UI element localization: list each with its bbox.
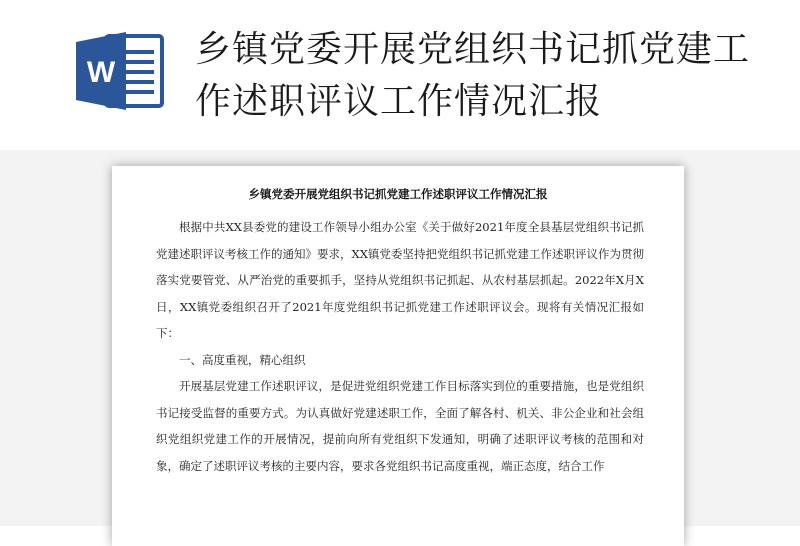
word-document-icon <box>76 30 166 112</box>
section-heading: 一、高度重视，精心组织 <box>179 352 306 367</box>
page-title: 乡镇党委开展党组织书记抓党建工作述职评议工作情况汇报 <box>195 29 751 122</box>
document-title: 乡镇党委开展党组织书记抓党建工作述职评议工作情况汇报 <box>248 187 548 201</box>
svg-text:W: W <box>86 56 116 89</box>
header <box>0 0 800 150</box>
paragraph: 开展基层党建工作述职评议，是促进党组织党建工作目标落实到位的重要措施，也是党组织书记接受监督的重要方式。为认真做好党建述职工作，全面了解各村、机关、非公企业和社会组织党组织党建工作的开展情况，提前向所有党组织下发通知，明确了述职评议考核的范围和对象，确定了述职评议考核的主要内容，要求各党组织书记高度重视，端正态度，结合工作 <box>156 379 644 473</box>
document-page <box>112 166 684 546</box>
paragraph: 根据中共XX县委党的建设工作领导小组办公室《关于做好2021年度全县基层党组织书记抓党建述职评议考核工作的通知》要求，XX镇党委坚持把党组织书记抓党建工作述职评议作为贯彻落实党要管党、从严治党的重要抓手，坚持从党组织书记抓起、从农村基层抓起。2022年X月X日，XX镇党委组织召开了2021年度党组织书记抓党建工作述职评议会。现将有关情况汇报如下： <box>156 220 644 340</box>
document-body <box>156 214 644 479</box>
